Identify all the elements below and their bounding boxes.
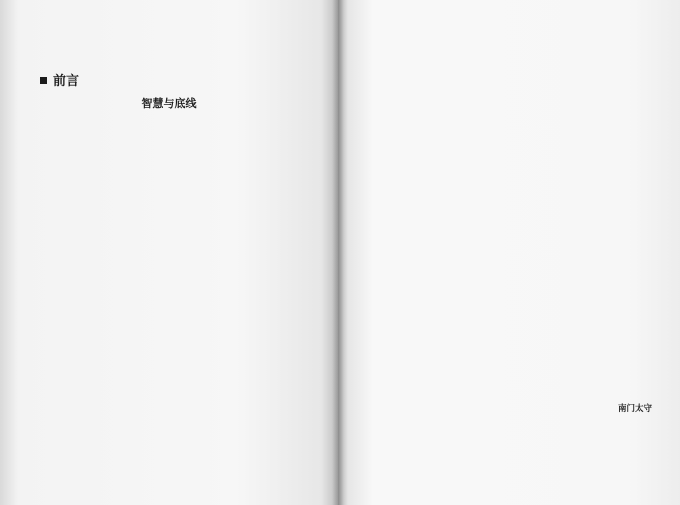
section-title: 前言	[53, 74, 80, 89]
section-heading	[40, 70, 79, 89]
preface-subtitle: 智慧与底线	[141, 97, 197, 110]
right-page	[338, 0, 680, 505]
author-signature: 南门太守	[617, 404, 652, 414]
left-page	[0, 0, 338, 505]
heading-square-marker-icon	[40, 77, 47, 84]
